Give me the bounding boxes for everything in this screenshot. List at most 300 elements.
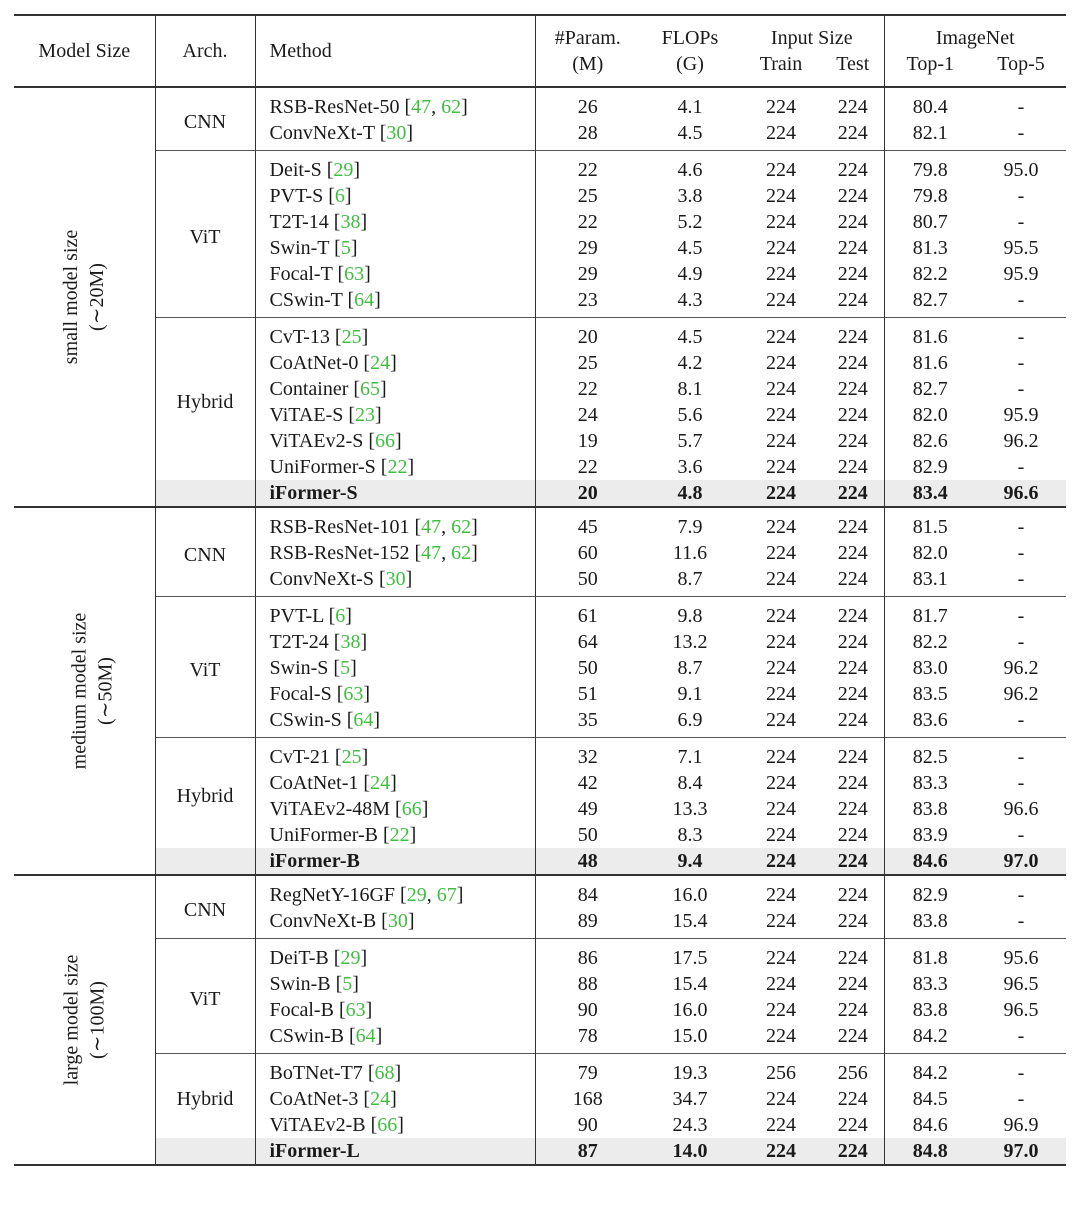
model-size-label (14, 507, 155, 875)
top1-value: 83.0 (884, 655, 976, 681)
citation-link[interactable]: 24 (370, 352, 391, 374)
method-name: ViTAEv2-48M (269, 798, 391, 820)
flops-value: 9.4 (640, 848, 740, 875)
citation-link[interactable]: 24 (370, 1088, 391, 1110)
header-model-size: Model Size (38, 40, 131, 62)
train-size-value: 256 (740, 1054, 822, 1087)
header-top5: Top-5 (997, 53, 1045, 75)
method-name: RSB-ResNet-101 (269, 516, 410, 538)
top1-value: 82.2 (884, 629, 976, 655)
param-value: 88 (535, 971, 640, 997)
train-size-value: 224 (740, 1138, 822, 1165)
train-size-value: 224 (766, 96, 796, 118)
train-size-value: 224 (740, 151, 822, 184)
citation-link[interactable]: 66 (375, 430, 396, 452)
method-name: T2T-24 (269, 631, 329, 653)
top5-value: 95.9 (1003, 263, 1039, 285)
top5-value: - (1017, 96, 1025, 118)
top5-value: - (1017, 185, 1025, 207)
top1-value: 84.2 (884, 1054, 976, 1087)
arch-label: ViT (155, 597, 255, 738)
citation-link[interactable]: 64 (355, 1025, 376, 1047)
param-value: 50 (535, 566, 640, 597)
test-size-value: 224 (837, 657, 868, 679)
train-size-value: 224 (766, 211, 796, 233)
test-size-value: 224 (822, 480, 884, 507)
train-size-value: 224 (740, 848, 822, 875)
table-row (14, 939, 1066, 972)
top1-value: 83.6 (884, 707, 976, 738)
flops-value: 4.5 (677, 122, 703, 144)
citation-link[interactable]: 29 (406, 884, 427, 906)
top1-value: 81.5 (884, 507, 976, 540)
train-size-value: 224 (766, 263, 796, 285)
method-name: CSwin-T (269, 289, 343, 311)
table-row-ours (14, 1138, 1066, 1165)
method-cell: CSwin-S [64] (255, 707, 535, 738)
test-size-value: 224 (837, 237, 868, 259)
citation-link[interactable]: 30 (386, 122, 407, 144)
method-name: RSB-ResNet-152 (269, 542, 410, 564)
train-size-value: 224 (766, 1114, 796, 1136)
header-top1: Top-1 (884, 51, 976, 87)
header-flops-unit: (G) (676, 53, 704, 75)
top1-value: 81.6 (884, 318, 976, 351)
test-size-value: 224 (837, 683, 868, 705)
top1-value: 82.2 (884, 261, 976, 287)
top5-value: - (1017, 352, 1025, 374)
top5-value: 96.5 (1003, 973, 1039, 995)
top5-value: - (1017, 1088, 1025, 1110)
method-name: Focal-T (269, 263, 333, 285)
table-row-ours (14, 480, 1066, 507)
citation-link[interactable]: 6 (335, 605, 346, 627)
top1-value: 83.9 (884, 822, 976, 848)
top1-value: 83.8 (884, 908, 976, 939)
test-size-value: 224 (837, 430, 868, 452)
flops-value: 4.6 (640, 151, 740, 184)
train-size-value: 224 (740, 939, 822, 972)
top5-value: - (1017, 772, 1025, 794)
top1-value: 84.8 (884, 1138, 976, 1165)
table-header (14, 15, 1066, 87)
test-size-value: 224 (837, 973, 868, 995)
citation-link[interactable]: 63 (344, 263, 365, 285)
flops-value: 13.2 (672, 631, 708, 653)
test-size-value: 224 (822, 738, 884, 771)
top1-value: 81.3 (884, 235, 976, 261)
test-size-value: 224 (822, 507, 884, 540)
test-size-value: 224 (837, 1114, 868, 1136)
train-size-value: 224 (766, 1025, 796, 1047)
results-table-container (14, 14, 1066, 1166)
model-size-name: small model size (60, 229, 83, 365)
param-value: 48 (535, 848, 640, 875)
param-value: 60 (535, 540, 640, 566)
flops-value: 8.7 (677, 657, 703, 679)
method-cell: ConvNeXt-T [30] (255, 120, 535, 151)
top1-value: 83.5 (884, 681, 976, 707)
top5-value: - (976, 318, 1066, 351)
citation-link[interactable]: 64 (354, 289, 375, 311)
flops-value: 4.8 (640, 480, 740, 507)
method-cell: Swin-B [5] (255, 971, 535, 997)
flops-value: 19.3 (640, 1054, 740, 1087)
top1-value: 84.6 (884, 848, 976, 875)
method-cell: Swin-S [5] (255, 655, 535, 681)
method-name: CSwin-S (269, 709, 342, 731)
flops-value: 4.2 (677, 352, 703, 374)
method-name: UniFormer-B (269, 824, 378, 846)
top5-value: - (976, 875, 1066, 908)
top5-value: 97.0 (976, 1138, 1066, 1165)
param-value: 51 (535, 681, 640, 707)
arch-label: Hybrid (155, 318, 255, 481)
train-size-value: 224 (766, 973, 796, 995)
citation-link[interactable]: 62 (451, 516, 472, 538)
top5-value: 96.2 (1003, 657, 1039, 679)
flops-value: 4.3 (677, 289, 703, 311)
test-size-value: 224 (822, 318, 884, 351)
param-value: 25 (535, 350, 640, 376)
top5-value: - (1017, 1025, 1025, 1047)
citation-link[interactable]: 30 (387, 910, 408, 932)
param-value: 35 (535, 707, 640, 738)
table-row (14, 597, 1066, 630)
method-cell: CoAtNet-0 [24] (255, 350, 535, 376)
param-value: 24 (535, 402, 640, 428)
method-cell: UniFormer-S [22] (255, 454, 535, 480)
method-name: ViTAEv2-B (269, 1114, 366, 1136)
method-name: iFormer-S (269, 482, 358, 504)
param-value: 22 (535, 376, 640, 402)
test-size-value: 224 (837, 185, 868, 207)
test-size-value: 224 (822, 848, 884, 875)
citation-link[interactable]: 62 (451, 542, 472, 564)
model-size-range: (∼20M) (86, 263, 109, 331)
test-size-value: 224 (837, 1025, 868, 1047)
top1-value: 82.9 (884, 875, 976, 908)
citation-link[interactable]: 47 (421, 542, 442, 564)
method-cell: BoTNet-T7 [68] (255, 1054, 535, 1087)
model-size-label (14, 875, 155, 1165)
train-size-value: 224 (740, 480, 822, 507)
method-cell: ViTAEv2-48M [66] (255, 796, 535, 822)
table-row (14, 507, 1066, 540)
flops-value: 8.4 (677, 772, 703, 794)
test-size-value: 224 (837, 122, 868, 144)
method-cell: RSB-ResNet-152 [47, 62] (255, 540, 535, 566)
train-size-value: 224 (766, 237, 796, 259)
test-size-value: 224 (837, 798, 868, 820)
method-name: Focal-B (269, 999, 334, 1021)
method-cell: T2T-14 [38] (255, 209, 535, 235)
header-method: Method (255, 15, 535, 87)
flops-value: 8.1 (677, 378, 703, 400)
method-cell: ViTAEv2-B [66] (255, 1112, 535, 1138)
train-size-value: 224 (766, 798, 796, 820)
train-size-value: 224 (766, 683, 796, 705)
top5-value: - (1017, 824, 1025, 846)
method-name: Swin-B (269, 973, 331, 995)
citation-link[interactable]: 25 (341, 326, 362, 348)
param-value: 64 (535, 629, 640, 655)
test-size-value: 224 (837, 96, 868, 118)
test-size-value: 224 (837, 1088, 868, 1110)
param-value: 90 (535, 1112, 640, 1138)
flops-value: 13.3 (672, 798, 708, 820)
citation-link[interactable]: 66 (401, 798, 422, 820)
model-size-label (14, 87, 155, 507)
citation-link[interactable]: 30 (385, 568, 406, 590)
test-size-value: 224 (837, 378, 868, 400)
top5-value: - (976, 597, 1066, 630)
param-value: 20 (535, 318, 640, 351)
citation-link[interactable]: 64 (353, 709, 374, 731)
citation-link[interactable]: 29 (333, 159, 354, 181)
method-name: ConvNeXt-T (269, 122, 375, 144)
test-size-value: 224 (837, 542, 868, 564)
train-size-value: 224 (766, 999, 796, 1021)
test-size-value: 224 (837, 824, 868, 846)
citation-link[interactable]: 47 (421, 516, 442, 538)
header-train: Train (759, 53, 803, 75)
param-value: 45 (535, 507, 640, 540)
top1-value: 82.0 (884, 402, 976, 428)
param-value: 29 (535, 261, 640, 287)
results-table (14, 14, 1066, 1166)
flops-value: 15.0 (672, 1025, 708, 1047)
param-value: 22 (535, 209, 640, 235)
top1-value: 82.0 (884, 540, 976, 566)
method-name: ConvNeXt-S (269, 568, 374, 590)
param-value: 22 (535, 151, 640, 184)
train-size-value: 224 (740, 597, 822, 630)
method-cell: ConvNeXt-S [30] (255, 566, 535, 597)
test-size-value: 224 (837, 211, 868, 233)
method-cell: Focal-S [63] (255, 681, 535, 707)
table-row (14, 875, 1066, 908)
method-cell: T2T-24 [38] (255, 629, 535, 655)
top5-value: 95.6 (976, 939, 1066, 972)
method-name: CSwin-B (269, 1025, 344, 1047)
param-value: 49 (535, 796, 640, 822)
flops-value: 16.0 (672, 999, 708, 1021)
flops-value: 24.3 (672, 1114, 708, 1136)
method-cell: Container [65] (255, 376, 535, 402)
top5-value: 96.9 (1003, 1114, 1039, 1136)
top5-value: - (1017, 631, 1025, 653)
top5-value: - (976, 507, 1066, 540)
citation-link[interactable]: 38 (340, 631, 361, 653)
top5-value: 96.6 (1003, 798, 1039, 820)
test-size-value: 224 (837, 709, 868, 731)
arch-label: CNN (155, 507, 255, 597)
param-value: 168 (535, 1086, 640, 1112)
top5-value: - (1017, 456, 1025, 478)
param-value: 22 (535, 454, 640, 480)
top1-value: 79.8 (884, 183, 976, 209)
flops-value: 7.1 (640, 738, 740, 771)
method-name: Swin-T (269, 237, 330, 259)
param-value: 86 (535, 939, 640, 972)
flops-value: 8.7 (677, 568, 703, 590)
table-row (14, 151, 1066, 184)
top1-value: 83.3 (884, 770, 976, 796)
method-name: T2T-14 (269, 211, 329, 233)
citation-link[interactable]: 38 (340, 211, 361, 233)
flops-value: 15.4 (672, 910, 708, 932)
test-size-value: 224 (822, 875, 884, 908)
param-value: 23 (535, 287, 640, 318)
top5-value: - (1017, 568, 1025, 590)
citation-link[interactable]: 62 (441, 96, 462, 118)
param-value: 50 (535, 655, 640, 681)
top1-value: 81.7 (884, 597, 976, 630)
citation-link[interactable]: 66 (377, 1114, 398, 1136)
train-size-value: 224 (766, 910, 796, 932)
model-size-name: large model size (60, 954, 83, 1086)
flops-value: 11.6 (672, 542, 708, 564)
top5-value: - (976, 1054, 1066, 1087)
top5-value: - (1017, 709, 1025, 731)
param-value: 61 (535, 597, 640, 630)
top5-value: - (1017, 289, 1025, 311)
citation-link[interactable]: 22 (387, 456, 408, 478)
flops-value: 5.7 (677, 430, 703, 452)
test-size-value: 224 (837, 404, 868, 426)
top5-value: - (976, 738, 1066, 771)
train-size-value: 224 (766, 352, 796, 374)
flops-value: 6.9 (677, 709, 703, 731)
citation-link[interactable]: 5 (340, 237, 351, 259)
method-cell (255, 1138, 535, 1165)
method-cell: ViTAEv2-S [66] (255, 428, 535, 454)
train-size-value: 224 (766, 824, 796, 846)
top1-value: 84.2 (884, 1023, 976, 1054)
arch-label: CNN (155, 87, 255, 151)
test-size-value: 224 (837, 568, 868, 590)
test-size-value: 224 (837, 999, 868, 1021)
top1-value: 83.3 (884, 971, 976, 997)
param-value: 42 (535, 770, 640, 796)
citation-link[interactable]: 68 (374, 1062, 395, 1084)
citation-link[interactable]: 65 (360, 378, 381, 400)
citation-link[interactable]: 29 (340, 947, 361, 969)
method-cell (255, 480, 535, 507)
arch-empty (155, 848, 255, 875)
flops-value: 9.1 (677, 683, 703, 705)
method-cell: Deit-S [29] (255, 151, 535, 184)
citation-link[interactable]: 24 (370, 772, 391, 794)
train-size-value: 224 (766, 378, 796, 400)
method-cell: CoAtNet-1 [24] (255, 770, 535, 796)
flops-value: 16.0 (640, 875, 740, 908)
header-arch: Arch. (155, 15, 255, 87)
method-name: PVT-L (269, 605, 324, 627)
train-size-value: 224 (740, 507, 822, 540)
param-value: 29 (535, 235, 640, 261)
citation-link[interactable]: 25 (341, 746, 362, 768)
flops-value: 15.4 (672, 973, 708, 995)
param-value: 19 (535, 428, 640, 454)
top1-value: 80.7 (884, 209, 976, 235)
method-cell: PVT-S [6] (255, 183, 535, 209)
method-name: Deit-S (269, 159, 322, 181)
top5-value: 96.2 (1003, 683, 1039, 705)
top5-value: 95.9 (1003, 404, 1039, 426)
citation-link[interactable]: 63 (343, 683, 364, 705)
model-size-range: (∼100M) (86, 981, 109, 1059)
flops-value: 4.5 (640, 318, 740, 351)
citation-link[interactable]: 67 (436, 884, 457, 906)
arch-label: ViT (155, 151, 255, 318)
top1-value: 80.4 (884, 87, 976, 120)
method-name: CoAtNet-0 (269, 352, 359, 374)
train-size-value: 224 (740, 738, 822, 771)
citation-link[interactable]: 47 (411, 96, 432, 118)
train-size-value: 224 (766, 657, 796, 679)
method-cell: CvT-13 [25] (255, 318, 535, 351)
citation-link[interactable]: 5 (340, 657, 351, 679)
citation-link[interactable]: 6 (334, 185, 345, 207)
method-cell: ViTAE-S [23] (255, 402, 535, 428)
test-size-value: 224 (822, 151, 884, 184)
test-size-value: 224 (837, 772, 868, 794)
method-cell: CSwin-T [64] (255, 287, 535, 318)
citation-link[interactable]: 5 (342, 973, 353, 995)
citation-link[interactable]: 22 (389, 824, 410, 846)
train-size-value: 224 (740, 318, 822, 351)
top1-value: 83.1 (884, 566, 976, 597)
header-input-size: Input Size (770, 27, 853, 49)
param-value: 26 (535, 87, 640, 120)
method-cell: PVT-L [6] (255, 597, 535, 630)
flops-value: 17.5 (640, 939, 740, 972)
header-imagenet: ImageNet (884, 15, 1066, 51)
top5-value: 97.0 (976, 848, 1066, 875)
train-size-value: 224 (766, 631, 796, 653)
method-name: CoAtNet-3 (269, 1088, 359, 1110)
test-size-value: 224 (822, 597, 884, 630)
arch-label: CNN (155, 875, 255, 939)
arch-empty (155, 480, 255, 507)
param-value: 28 (535, 120, 640, 151)
param-value: 25 (535, 183, 640, 209)
method-cell: RSB-ResNet-101 [47, 62] (255, 507, 535, 540)
flops-value: 7.9 (640, 507, 740, 540)
top1-value: 79.8 (884, 151, 976, 184)
table-row (14, 738, 1066, 771)
method-cell: ConvNeXt-B [30] (255, 908, 535, 939)
citation-link[interactable]: 63 (345, 999, 366, 1021)
train-size-value: 224 (766, 772, 796, 794)
arch-label: ViT (155, 939, 255, 1054)
citation-link[interactable]: 23 (355, 404, 376, 426)
top5-value: 95.0 (976, 151, 1066, 184)
flops-value: 14.0 (640, 1138, 740, 1165)
top1-value: 82.9 (884, 454, 976, 480)
top1-value: 82.6 (884, 428, 976, 454)
top1-value: 81.6 (884, 350, 976, 376)
train-size-value: 224 (766, 185, 796, 207)
flops-value: 3.6 (677, 456, 703, 478)
table-body (14, 87, 1066, 1165)
train-size-value: 224 (766, 709, 796, 731)
top5-value: - (1017, 378, 1025, 400)
test-size-value: 224 (837, 263, 868, 285)
top1-value: 83.8 (884, 796, 976, 822)
